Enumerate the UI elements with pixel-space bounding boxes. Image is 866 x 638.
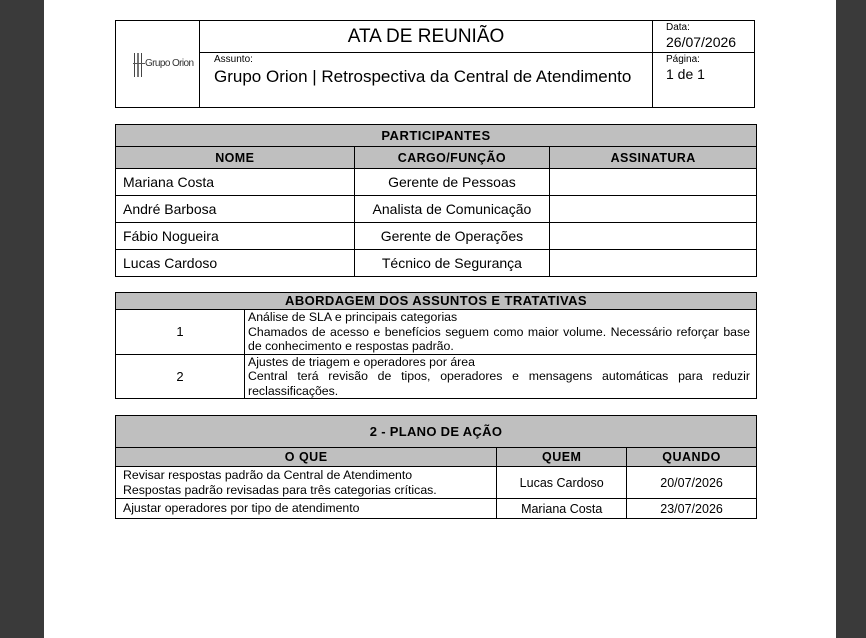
participants-table <box>115 124 757 277</box>
participant-name: Lucas Cardoso <box>116 250 355 277</box>
table-row <box>116 467 757 499</box>
column-header-what: O QUE <box>116 448 497 467</box>
participant-signature <box>550 250 757 277</box>
document-page <box>44 0 836 638</box>
topic-heading: Ajustes de triagem e operadores por área <box>248 354 475 369</box>
page-label: Página: <box>666 54 700 65</box>
participants-header-row <box>116 147 757 169</box>
action-plan-table <box>115 415 757 519</box>
action-who: Mariana Costa <box>497 499 627 519</box>
participant-role: Técnico de Segurança <box>354 250 550 277</box>
subject-value: Grupo Orion | Retrospectiva da Central de Atendimento <box>214 67 632 86</box>
participant-name: André Barbosa <box>116 196 355 223</box>
topic-text: Chamados de acesso e benefícios seguem como maior volume. Necessário reforçar base de conhecimento e respostas padrão. <box>248 324 750 353</box>
subject-label: Assunto: <box>214 54 253 65</box>
participant-name: Fábio Nogueira <box>116 223 355 250</box>
subject-cell <box>200 53 652 107</box>
participant-role: Gerente de Operações <box>354 223 550 250</box>
company-logo <box>134 51 194 79</box>
action-what <box>116 467 497 499</box>
action-who: Lucas Cardoso <box>497 467 627 499</box>
column-header-name: NOME <box>116 147 355 169</box>
topic-number: 1 <box>116 310 245 355</box>
table-row <box>116 196 757 223</box>
participant-role: Analista de Comunicação <box>354 196 550 223</box>
action-when: 23/07/2026 <box>627 499 757 519</box>
table-row <box>116 223 757 250</box>
table-row <box>116 169 757 196</box>
topic-heading: Análise de SLA e principais categorias <box>248 310 458 324</box>
topic-body <box>245 310 757 355</box>
action-what <box>116 499 497 519</box>
participant-signature <box>550 196 757 223</box>
logo-text: Grupo Orion <box>145 58 194 69</box>
page-value: 1 de 1 <box>666 66 705 82</box>
action-when: 20/07/2026 <box>627 467 757 499</box>
action-what-detail: Respostas padrão revisadas para três categorias críticas. <box>123 482 437 497</box>
participant-role: Gerente de Pessoas <box>354 169 550 196</box>
topic-body <box>245 354 757 399</box>
participant-signature <box>550 223 757 250</box>
action-plan-header-row <box>116 448 757 467</box>
table-row <box>116 250 757 277</box>
meeting-header <box>115 20 755 108</box>
column-header-signature: ASSINATURA <box>550 147 757 169</box>
action-what-line: Revisar respostas padrão da Central de Atendimento <box>123 468 413 482</box>
participants-section-title: PARTICIPANTES <box>116 125 757 147</box>
page-number-cell <box>652 53 754 107</box>
participant-name: Mariana Costa <box>116 169 355 196</box>
column-header-role: CARGO/FUNÇÃO <box>354 147 550 169</box>
logo-cell <box>116 21 200 107</box>
logo-mark-icon <box>134 53 142 77</box>
table-row <box>116 354 757 399</box>
topic-text: Central terá revisão de tipos, operadores e mensagens automáticas para reduzir reclassificações. <box>248 369 750 398</box>
topics-table <box>115 292 757 399</box>
action-what-line: Ajustar operadores por tipo de atendimento <box>123 501 360 516</box>
table-row <box>116 499 757 519</box>
action-plan-section-title: 2 - PLANO DE AÇÃO <box>116 416 757 448</box>
column-header-when: QUANDO <box>627 448 757 467</box>
column-header-who: QUEM <box>497 448 627 467</box>
table-row <box>116 310 757 355</box>
participant-signature <box>550 169 757 196</box>
date-label: Data: <box>666 22 690 33</box>
date-value: 26/07/2026 <box>666 34 737 50</box>
topic-number: 2 <box>116 354 245 399</box>
date-cell <box>652 21 754 53</box>
topics-section-title: ABORDAGEM DOS ASSUNTOS E TRATATIVAS <box>116 293 757 310</box>
document-title: ATA DE REUNIÃO <box>200 21 652 53</box>
